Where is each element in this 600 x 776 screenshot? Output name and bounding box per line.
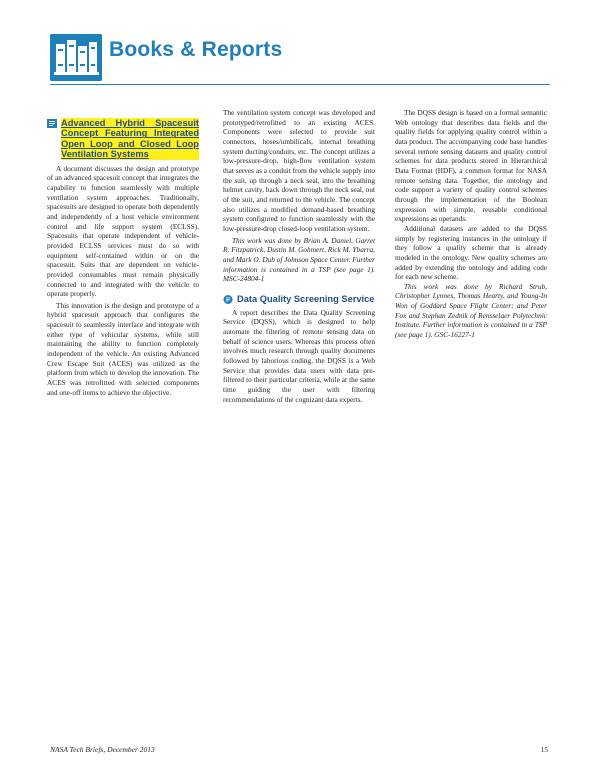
- article1-heading: [47, 118, 199, 160]
- article1-credit: This work was done by Brian A. Daniel, Garret R. Fitzpatrick, Dustin M. Gohmert, Rick M. Ybarra, and Mark O. Dub of Johnson Space Center. Further information is contained in a TSP (see page 1). MSC-24804-1: [223, 235, 375, 284]
- page-number: 15: [540, 745, 548, 754]
- article1-paragraph-continued: The ventilation system concept was developed and prototyped/retrofitted to an existing ACES. Components were selected to provide suit connectors, hoses/umbilicals, internal breathing system ducting/conduits, etc. The concept utilizes a low-pressure-drop, high-flow ventilation system that serves as a conduit from the vehicle supply into the suit, up through a neck seal, into the breathing helmet cavity, back down through the neck seal, out of the suit, and returned to the vehicle. The concept also utilizes a modified demand-based breathing system configured to function seamlessly with the low-pressure-drop closed-loop ventilation system.: [223, 108, 375, 233]
- section-title: Books & Reports: [109, 38, 283, 61]
- footer-publication: NASA Tech Briefs, December 2013: [50, 745, 155, 754]
- article2-paragraph: The DQSS design is based on a formal semantic Web ontology that describes data fields and the quality fields for applying quality control within a data product. The accompanying code base handles several remote sensing datasets and quality control schemes for data products stored in Hierarchical Data Format (HDF), a common format for NASA remote sensing data. Together, the ontology and code support a variety of quality control schemes through the implementation of the Boolean expression with simple, reusable conditional expressions as operands.: [395, 108, 547, 224]
- article1-title[interactable]: Advanced Hybrid Spacesuit Concept Featuring Integrated Open Loop and Closed Loop Ventilation Systems: [61, 118, 199, 160]
- article2-credit: This work was done by Richard Strub, Christopher Lynnes, Thomas Hearty, and Young-In Won of Goddard Space Flight Center; and Peter Fox and Stephan Zednik of Rensselaer Polytechnic Institute. Further information is contained in a TSP (see page 1). GSC-16227-1: [395, 281, 547, 340]
- ebook-badge-icon: [47, 119, 57, 128]
- books-icon: [50, 34, 102, 81]
- document-badge-icon: [223, 295, 233, 304]
- article2-paragraph: Additional datasets are added to the DQSS simply by registering instances in the ontology if they follow a quality scheme that is already modeled in the ontology. New quality schemes are added by extending the ontology and adding code for each new scheme.: [395, 223, 547, 282]
- article2-heading: [223, 294, 375, 304]
- header-rule: [50, 84, 550, 85]
- article1-paragraph: This innovation is the design and prototype of a hybrid spacesuit approach that configures the spacesuit to seamlessly interface and integrate with either type of vehicular systems, while still maintaining the ability to function completely independent of the vehicle. An existing Advanced Crew Escape Suit (ACES) was utilized as the platform from which to develop the innovation. The ACES was retrofitted with selected components and one-off items to achieve the objective.: [47, 300, 199, 397]
- article1-paragraph: A document discusses the design and prototype of an advanced spacesuit concept that integrates the capability to function seamlessly with multiple ventilation system approaches. Traditionally, spacesuits are designed to operate both dependently and independently of a host vehicle environment control and life support system (ECLSS). Spacesuits that operate independent of vehicle-provided ECLSS services must do so with equipment self-contained within or on the spacesuit. Suits that are dependent on vehicle-provided consumables must remain physically connected to and integrated with the vehicle to operate properly.: [47, 163, 199, 299]
- column-3: [395, 108, 547, 340]
- column-2: [223, 108, 375, 404]
- article2-paragraph: A report describes the Data Quality Screening Service (DQSS), which is designed to help automate the filtering of remote sensing data on behalf of science users. Whereas this process often involves much research through quality documents followed by laborious coding, the DQSS is a Web Service that provides data users with data pre-filtered to their particular criteria, while at the same time guiding the user with filtering recommendations of the cognizant data experts.: [223, 307, 375, 404]
- article2-title[interactable]: Data Quality Screening Service: [237, 293, 375, 304]
- column-1: [47, 118, 199, 397]
